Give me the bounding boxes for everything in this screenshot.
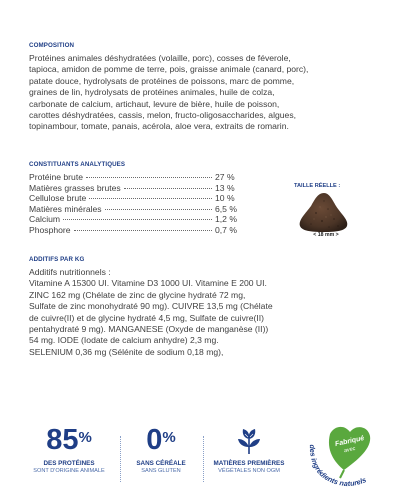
badge-top-text: Fabriqué [334, 435, 365, 449]
additives-line: Vitamine A 15300 UI. Vitamine D3 1000 UI. Vitamine E 200 UI. [29, 278, 267, 289]
analytical-row [29, 172, 241, 183]
additives-text [29, 267, 379, 358]
analytical-row [29, 183, 241, 194]
analytical-title: CONSTITUANTS ANALYTIQUES [29, 161, 126, 168]
analytical-row [29, 214, 241, 225]
divider [120, 436, 121, 482]
analytical-name: Calcium [29, 214, 61, 225]
stat-plants-label: MATIÈRES PREMIÈRES [213, 460, 285, 467]
heart-leaf-badge-icon [300, 420, 390, 492]
composition-line: patate douce, hydrolysats de protéines de poissons, marc de pomme, [29, 75, 295, 86]
additives-line: de cuivre(II) et de glycine hydraté 4,5 mg, Sulfate de cuivre(II) [29, 312, 265, 323]
additives-line: Additifs nutritionnels : [29, 267, 111, 277]
analytical-row [29, 204, 241, 215]
analytical-row [29, 225, 241, 236]
stat-protein-label: DES PROTÉINES [43, 460, 95, 467]
kibble-image [296, 191, 352, 233]
stat-protein [28, 425, 110, 474]
dot-leader [63, 219, 212, 220]
stat-cereal-value: 0% [146, 424, 176, 456]
stat-plants [206, 425, 292, 474]
composition-line: topinambour, tomate, panais, acérola, aloe vera, extraits de romarin. [29, 121, 289, 132]
composition-text [29, 53, 379, 133]
analytical-name: Cellulose brute [29, 193, 87, 204]
badge-arc-text: des ingrédients naturels [307, 444, 368, 489]
stat-cereal-sublabel: SANS GLUTEN [141, 468, 181, 474]
kibble-size-scale: < 18 mm > [313, 232, 339, 238]
stat-protein-value: 85% [46, 424, 92, 456]
analytical-value: 10 % [215, 193, 235, 204]
dot-leader [74, 230, 212, 231]
composition-line: graines de lin, hydrolysats de protéines animales, huile de colza, [29, 87, 275, 98]
additives-line: Sulfate de zinc monohydraté 90 mg). CUIVRE 13,5 mg (Chélate [29, 301, 273, 312]
composition-line: tapioca, amidon de pomme de terre, pois, graisse animale (canard, porc), [29, 64, 309, 75]
analytical-name: Matières grasses brutes [29, 182, 121, 193]
additives-line: 54 mg. IODE (Iodate de calcium anhydre) 2,3 mg. [29, 335, 219, 346]
stat-protein-sublabel: SONT D'ORIGINE ANIMALE [33, 468, 105, 474]
additives-line: ZINC 162 mg (Chélate de zinc de glycine hydraté 72 mg, [29, 289, 246, 300]
analytical-value: 1,2 % [215, 214, 237, 225]
stat-cereal [126, 425, 196, 474]
plant-leaves-icon [206, 425, 292, 455]
analytical-value: 6,5 % [215, 203, 237, 214]
dot-leader [89, 198, 212, 199]
analytical-name: Protéine brute [29, 172, 83, 182]
composition-line: carottes déshydratées, cassis, melon, fructo-oligosaccharides, algues, [29, 109, 297, 120]
badge-mid-text: avec [343, 445, 357, 455]
analytical-row [29, 193, 241, 204]
analytical-name: Phosphore [29, 224, 71, 235]
additives-line: pentahydraté 9 mg). MANGANESE (Oxyde de manganèse (II)) [29, 323, 269, 334]
analytical-value: 13 % [215, 182, 235, 193]
stat-cereal-label: SANS CÉRÉALE [136, 460, 186, 467]
kibble-size-label: TAILLE RÉELLE : [294, 183, 341, 189]
analytical-table [29, 172, 241, 236]
analytical-value: 27 % [215, 172, 235, 182]
composition-line: Protéines animales déshydratées (volaille, porc), cosses de féverole, [29, 53, 291, 63]
dot-leader [105, 209, 212, 210]
dot-leader [124, 188, 212, 189]
composition-line: carbonate de calcium, artichaut, levure de bière, huile de poisson, [29, 98, 280, 109]
composition-title: COMPOSITION [29, 42, 75, 49]
analytical-value: 0,7 % [215, 224, 237, 235]
dot-leader [86, 177, 212, 178]
divider [203, 436, 204, 482]
stat-plants-sublabel: VÉGÉTALES NON OGM [218, 468, 280, 474]
analytical-name: Matières minérales [29, 203, 102, 214]
additives-title: ADDITIFS PAR KG [29, 256, 85, 263]
additives-line: SELENIUM 0,36 mg (Sélénite de sodium 0,18 mg), [29, 346, 224, 357]
